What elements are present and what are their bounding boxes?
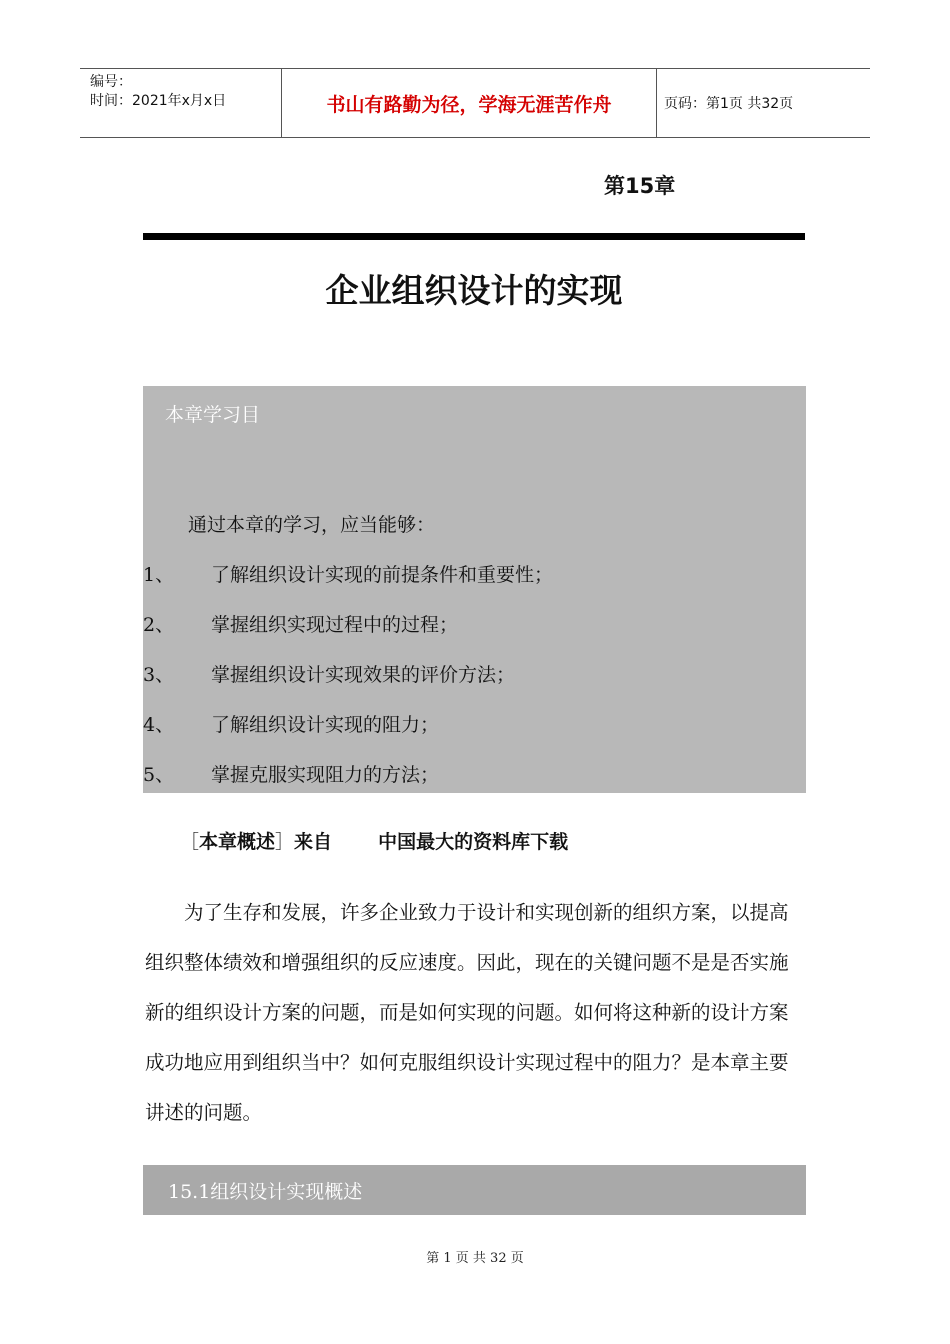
paragraph-text: 为了生存和发展，许多企业致力于设计和实现创新的组织方案，以提高组织整体绩效和增强组织的反应速度。因此，现在的关键问题不是是否实施新的组织设计方案的问题，而是如何实现的问题。如何将这种新的设计方案成功地应用到组织当中？如何克服组织设计实现过程中的阻力？是本章主要讲述的问题。	[145, 901, 789, 1124]
objective-item	[143, 710, 439, 737]
chapter-summary-line	[180, 827, 568, 854]
objective-text: 了解组织设计实现的阻力；	[211, 714, 440, 736]
objective-number: 1、	[143, 564, 175, 586]
objective-number: 5、	[143, 764, 175, 786]
objective-item	[143, 560, 553, 587]
objectives-box	[143, 386, 806, 793]
objective-text: 了解组织设计实现的前提条件和重要性；	[211, 564, 554, 586]
objective-item	[143, 760, 439, 787]
summary-bracket-open: ［	[180, 831, 200, 853]
header-page-info: 页码：第1页 共32页	[664, 96, 794, 112]
summary-source-link[interactable]: 中国最大的资料库下载	[378, 831, 569, 853]
header-table	[80, 68, 870, 138]
summary-label: 本章概述	[199, 831, 276, 853]
body-paragraph	[145, 888, 807, 1138]
page-footer: 第 1 页 共 32 页	[426, 1251, 524, 1266]
divider-rule	[143, 233, 805, 240]
objective-number: 4、	[143, 714, 175, 736]
page-title: 企业组织设计的实现	[325, 271, 623, 310]
objective-text: 掌握组织实现过程中的过程；	[211, 614, 459, 636]
objective-number: 3、	[143, 664, 175, 686]
number-label: 编号：	[90, 74, 132, 90]
section-heading: 15.1组织设计实现概述	[143, 1165, 806, 1215]
header-meta	[80, 69, 280, 137]
objective-item	[143, 660, 515, 687]
objective-text: 掌握克服实现阻力的方法；	[211, 764, 440, 786]
summary-bracket-close: ］	[275, 831, 295, 853]
time-label: 时间：2021年x月x日	[90, 93, 227, 109]
objectives-heading: 本章学习目	[165, 404, 261, 426]
objective-item	[143, 610, 458, 637]
header-motto: 书山有路勤为径，学海无涯苦作舟	[281, 69, 657, 137]
objectives-intro: 通过本章的学习，应当能够：	[188, 514, 436, 536]
objective-text: 掌握组织设计实现效果的评价方法；	[211, 664, 516, 686]
objective-number: 2、	[143, 614, 175, 636]
summary-from: 来自	[294, 831, 333, 853]
chapter-number: 第15章	[604, 174, 676, 198]
